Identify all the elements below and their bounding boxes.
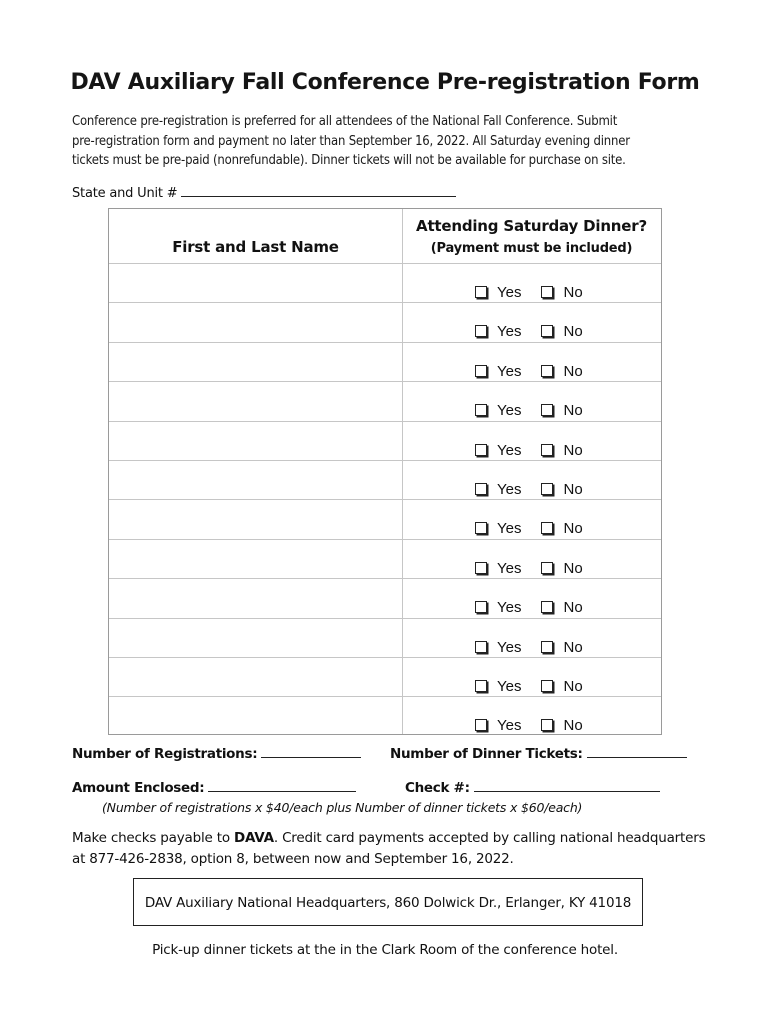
yes-checkbox[interactable] <box>475 365 487 377</box>
no-checkbox[interactable] <box>541 404 553 416</box>
dinner-options <box>475 284 583 302</box>
amount-label: Amount Enclosed: <box>72 780 205 796</box>
intro-line: tickets must be pre-paid (nonrefundable). Dinner tickets will not be available for purchase on site. <box>72 153 626 168</box>
yes-option[interactable] <box>475 639 521 656</box>
no-option[interactable] <box>541 323 582 340</box>
intro-line: pre-registration form and payment no later than September 16, 2022. All Saturday evening dinner <box>72 133 630 149</box>
no-checkbox[interactable] <box>541 562 553 574</box>
payment-line <box>72 828 722 849</box>
registrations-field <box>72 745 361 762</box>
no-label: No <box>563 678 583 695</box>
no-option[interactable] <box>541 599 582 616</box>
yes-option[interactable] <box>475 520 521 537</box>
yes-checkbox[interactable] <box>475 680 487 692</box>
yes-option[interactable] <box>475 599 521 616</box>
dinner-options <box>475 481 583 499</box>
yes-checkbox[interactable] <box>475 286 487 298</box>
no-checkbox[interactable] <box>541 444 553 456</box>
dinner-options <box>475 520 583 538</box>
no-checkbox[interactable] <box>541 522 553 534</box>
check-number-input-line[interactable] <box>474 779 660 792</box>
yes-option[interactable] <box>475 284 521 301</box>
name-cell[interactable] <box>109 263 402 302</box>
yes-checkbox[interactable] <box>475 483 487 495</box>
dinner-tickets-input-line[interactable] <box>587 745 687 758</box>
registrations-label: Number of Registrations: <box>72 746 258 762</box>
no-label: No <box>563 559 583 577</box>
name-cell[interactable] <box>109 499 402 538</box>
no-label: No <box>563 284 583 301</box>
formula-note: (Number of registrations x $40/each plus Number of dinner tickets x $60/each) <box>102 800 583 815</box>
no-checkbox[interactable] <box>541 680 553 692</box>
no-option[interactable] <box>541 520 582 537</box>
no-option[interactable] <box>541 639 582 656</box>
check-number-label: Check #: <box>405 780 470 796</box>
dinner-column-subheader: (Payment must be included) <box>430 241 633 256</box>
no-option[interactable] <box>541 481 582 498</box>
yes-option[interactable] <box>475 481 521 498</box>
name-cell[interactable] <box>109 696 402 735</box>
yes-label: Yes <box>497 520 522 538</box>
no-checkbox[interactable] <box>541 601 553 613</box>
yes-option[interactable] <box>475 717 521 734</box>
no-checkbox[interactable] <box>541 483 553 495</box>
yes-checkbox[interactable] <box>475 325 487 337</box>
no-option[interactable] <box>541 363 582 380</box>
name-cell[interactable] <box>109 460 402 499</box>
no-option[interactable] <box>541 717 582 734</box>
yes-label: Yes <box>497 559 522 577</box>
name-cell[interactable] <box>109 618 402 657</box>
yes-option[interactable] <box>475 323 521 340</box>
yes-label: Yes <box>497 481 522 498</box>
no-checkbox[interactable] <box>541 641 553 653</box>
dinner-options <box>475 323 583 341</box>
no-checkbox[interactable] <box>541 325 553 337</box>
no-label: No <box>563 402 583 420</box>
no-option[interactable] <box>541 402 582 419</box>
yes-label: Yes <box>497 678 522 695</box>
yes-option[interactable] <box>475 560 521 577</box>
no-label: No <box>563 481 583 498</box>
pickup-note: Pick-up dinner tickets at the in the Clark Room of the conference hotel. <box>152 942 618 958</box>
yes-checkbox[interactable] <box>475 719 487 731</box>
name-cell[interactable] <box>109 657 402 696</box>
column-divider <box>402 209 403 734</box>
dinner-options <box>475 717 583 735</box>
name-cell[interactable] <box>109 302 402 341</box>
yes-option[interactable] <box>475 363 521 380</box>
yes-label: Yes <box>497 402 522 420</box>
state-unit-label: State and Unit # <box>72 186 178 201</box>
no-option[interactable] <box>541 678 582 695</box>
dinner-options <box>475 560 583 578</box>
no-label: No <box>563 717 583 735</box>
dinner-tickets-field <box>390 745 687 762</box>
name-cell[interactable] <box>109 342 402 381</box>
yes-label: Yes <box>497 638 522 656</box>
dinner-options <box>475 599 583 617</box>
no-label: No <box>563 362 583 380</box>
registration-table <box>108 208 662 735</box>
no-option[interactable] <box>541 442 582 459</box>
yes-option[interactable] <box>475 402 521 419</box>
dinner-options <box>475 442 583 460</box>
yes-checkbox[interactable] <box>475 641 487 653</box>
no-label: No <box>563 323 583 341</box>
dinner-options <box>475 639 583 657</box>
name-cell[interactable] <box>109 421 402 460</box>
intro-line: Conference pre-registration is preferred for all attendees of the National Fall Conference. Submit <box>72 114 618 129</box>
payment-line-2: at 877-426-2838, option 8, between now and September 16, 2022. <box>72 851 514 867</box>
yes-label: Yes <box>497 599 522 617</box>
no-checkbox[interactable] <box>541 286 553 298</box>
no-checkbox[interactable] <box>541 719 553 731</box>
intro-paragraph <box>72 112 712 171</box>
name-cell[interactable] <box>109 381 402 420</box>
yes-checkbox[interactable] <box>475 522 487 534</box>
no-label: No <box>563 638 583 656</box>
payee-name: DAVA <box>233 830 274 846</box>
no-option[interactable] <box>541 560 582 577</box>
no-option[interactable] <box>541 284 582 301</box>
yes-option[interactable] <box>475 678 521 695</box>
dinner-column-header: Attending Saturday Dinner? <box>416 217 647 235</box>
state-unit-field <box>72 183 456 201</box>
yes-label: Yes <box>497 323 522 341</box>
yes-checkbox[interactable] <box>475 601 487 613</box>
yes-label: Yes <box>497 284 522 301</box>
yes-label: Yes <box>497 717 522 735</box>
dinner-options <box>475 678 583 696</box>
name-column-header: First and Last Name <box>172 238 339 256</box>
name-cell[interactable] <box>109 578 402 617</box>
yes-label: Yes <box>497 362 522 380</box>
dinner-options <box>475 363 583 381</box>
amount-field <box>72 779 356 796</box>
payment-prefix: Make checks payable to <box>72 830 234 846</box>
yes-checkbox[interactable] <box>475 562 487 574</box>
no-label: No <box>563 520 583 538</box>
name-cell[interactable] <box>109 539 402 578</box>
amount-input-line[interactable] <box>208 779 356 792</box>
headquarters-address-box: DAV Auxiliary National Headquarters, 860 Dolwick Dr., Erlanger, KY 41018 <box>133 878 643 926</box>
payment-instructions <box>72 828 722 870</box>
state-unit-input-line[interactable] <box>181 183 456 197</box>
yes-label: Yes <box>497 441 522 459</box>
check-number-field <box>405 779 660 796</box>
form-title: DAV Auxiliary Fall Conference Pre-registration Form <box>70 70 700 95</box>
no-label: No <box>563 599 583 617</box>
yes-option[interactable] <box>475 442 521 459</box>
no-checkbox[interactable] <box>541 365 553 377</box>
dinner-options <box>475 402 583 420</box>
yes-checkbox[interactable] <box>475 444 487 456</box>
yes-checkbox[interactable] <box>475 404 487 416</box>
dinner-tickets-label: Number of Dinner Tickets: <box>390 746 583 762</box>
payment-suffix: . Credit card payments accepted by calling national headquarters <box>273 830 706 846</box>
registrations-input-line[interactable] <box>261 745 361 758</box>
no-label: No <box>563 441 583 459</box>
